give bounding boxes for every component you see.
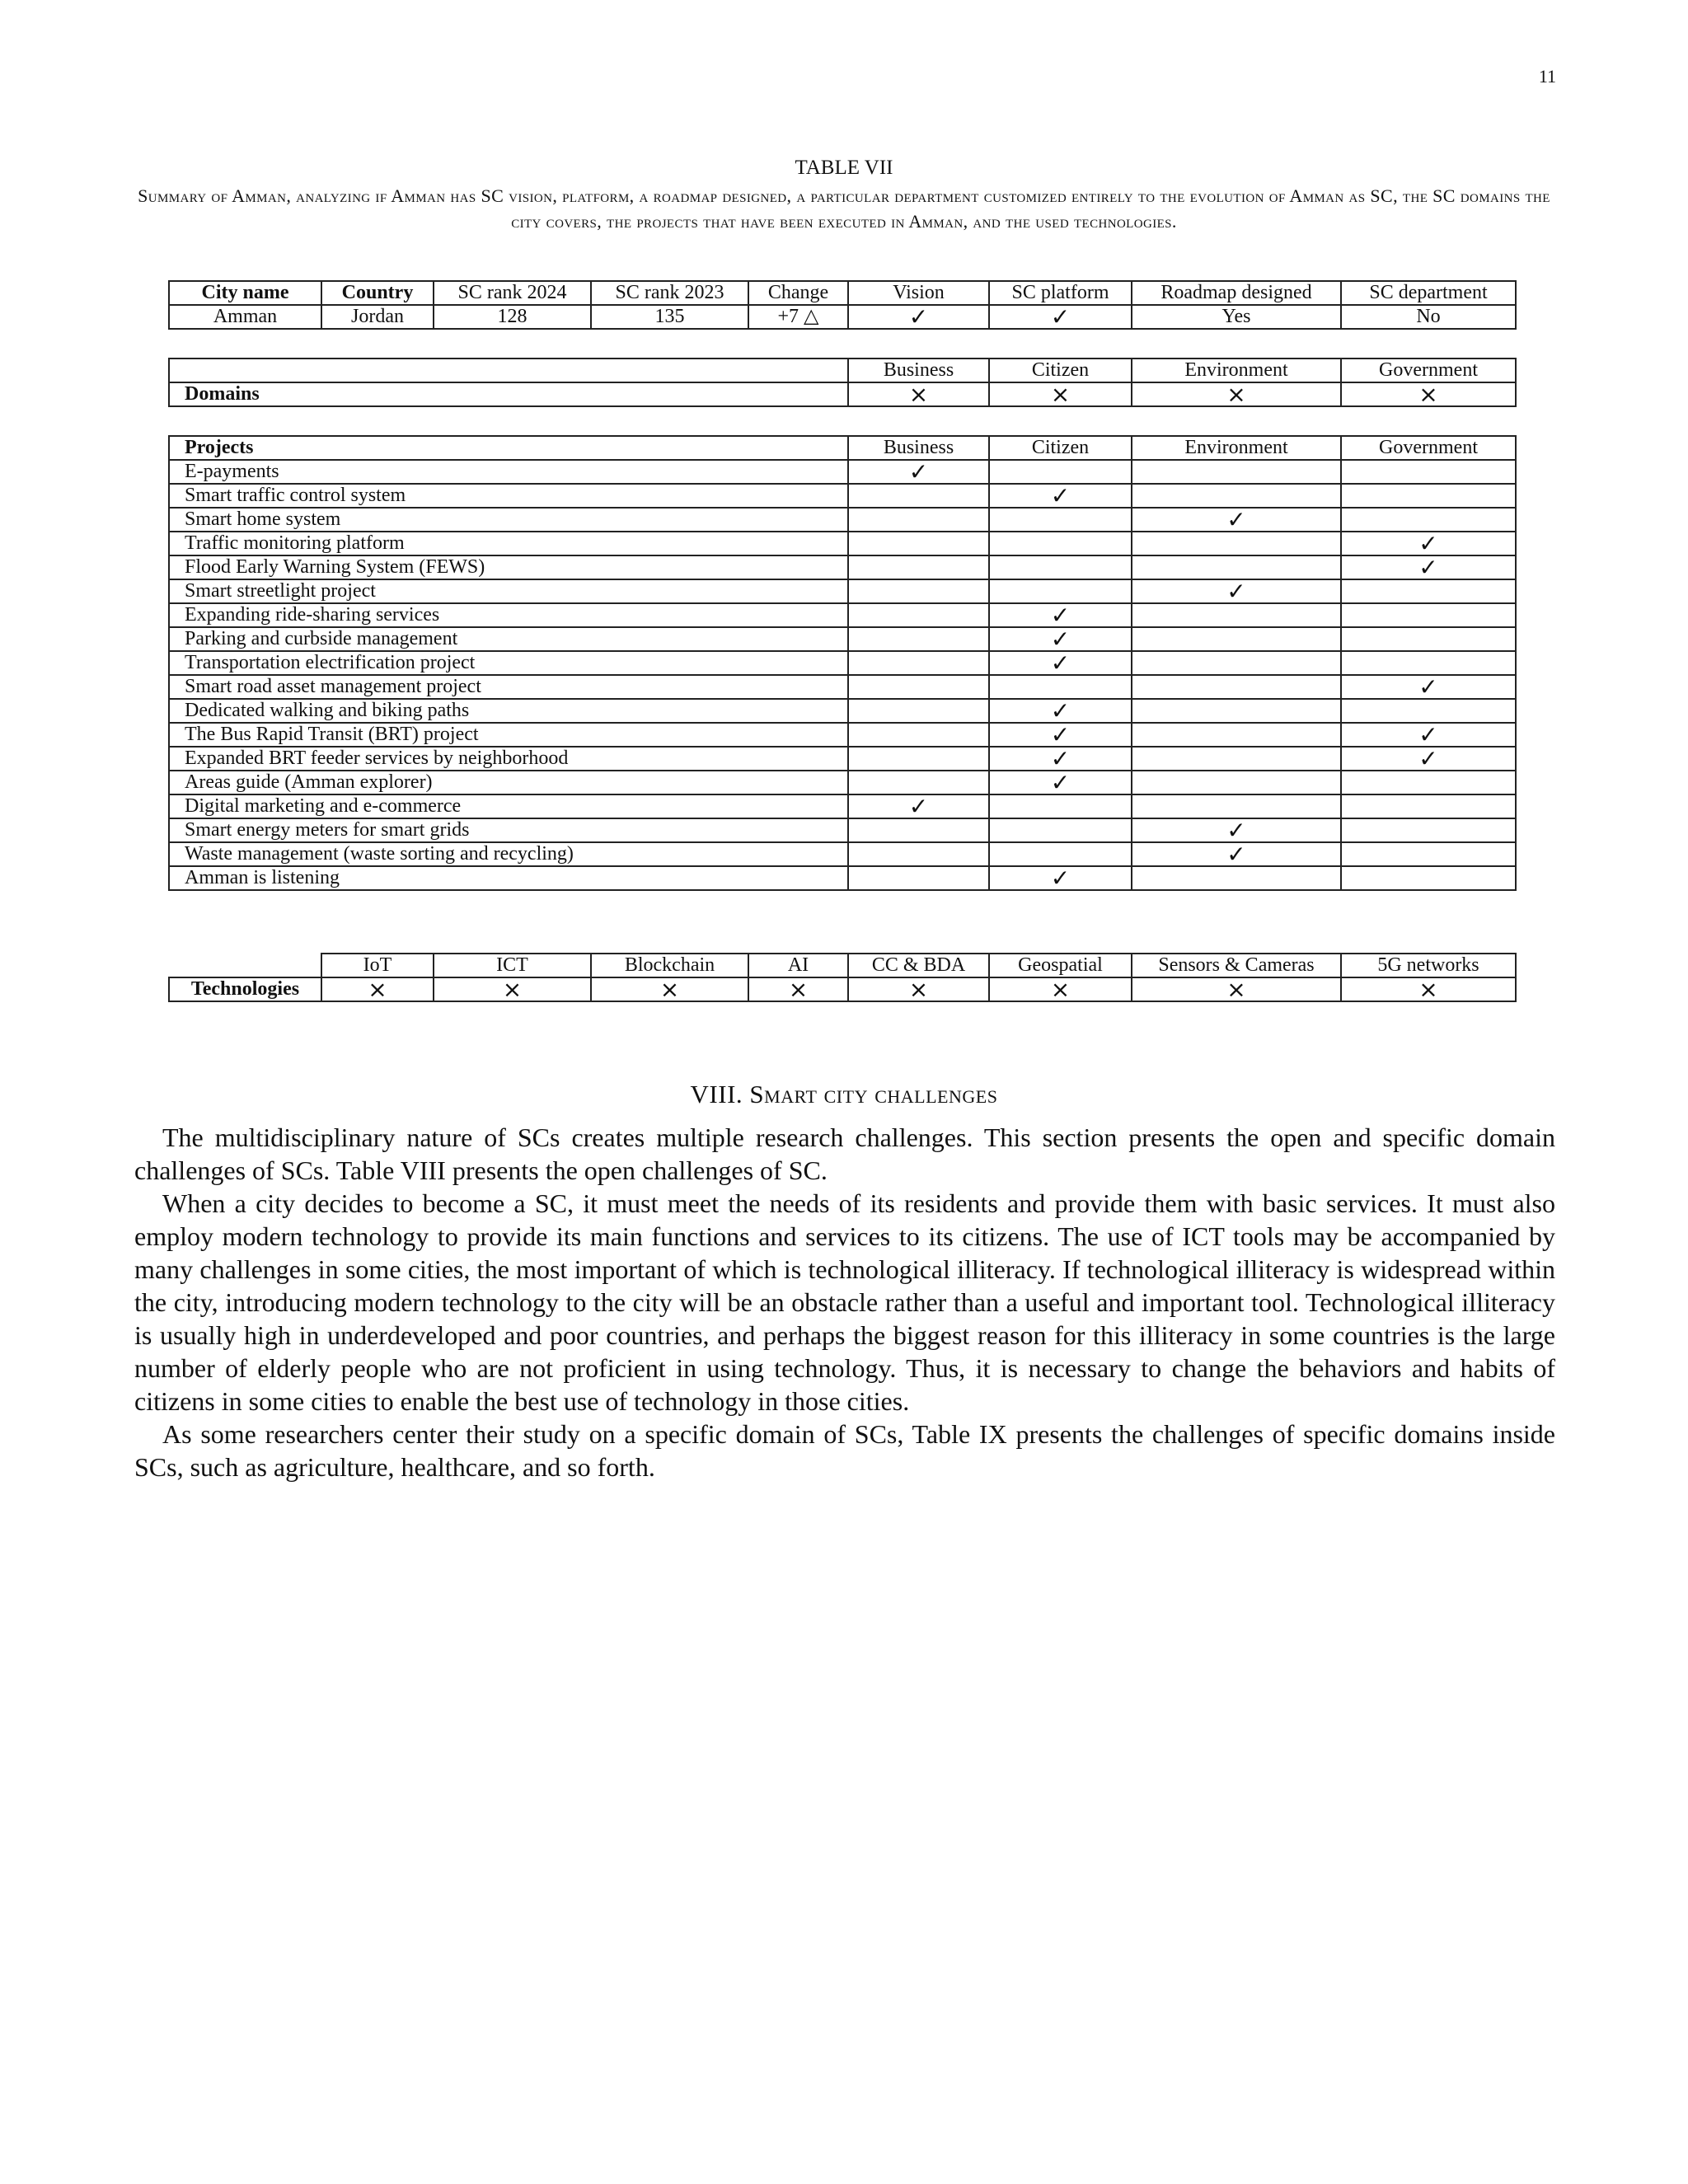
project-name: Smart road asset management project — [169, 675, 848, 699]
table-row — [169, 675, 1516, 699]
project-mark-cell — [848, 699, 989, 723]
project-mark-cell — [848, 651, 989, 675]
domains-header-row — [169, 359, 1516, 382]
project-name: Dedicated walking and biking paths — [169, 699, 848, 723]
project-mark-cell — [848, 866, 989, 890]
project-mark-cell — [1132, 627, 1341, 651]
cell-roadmap-designed: Yes — [1132, 305, 1341, 329]
project-mark-cell: ✓ — [989, 866, 1132, 890]
project-name: Digital marketing and e-commerce — [169, 794, 848, 818]
project-mark-cell — [989, 818, 1132, 842]
project-mark-cell: ✓ — [848, 794, 989, 818]
header-sc-rank-2024: SC rank 2024 — [434, 281, 591, 305]
table-row — [169, 508, 1516, 532]
city-header-row — [169, 281, 1516, 305]
project-name: E-payments — [169, 460, 848, 484]
project-mark-cell — [848, 627, 989, 651]
project-mark-cell: ✓ — [989, 484, 1132, 508]
tech-cell-ict: × — [434, 977, 591, 1001]
projects-label: Projects — [169, 436, 848, 460]
paragraph: The multidisciplinary nature of SCs creates multiple research challenges. This section presents the open and specific domain challenges of SCs. Table VIII presents the open challenges of SC. — [134, 1122, 1555, 1185]
domains-data-row — [169, 382, 1516, 406]
project-mark-cell — [1132, 794, 1341, 818]
project-mark-cell — [1341, 603, 1516, 627]
table-label: TABLE VII — [795, 157, 893, 179]
project-mark-cell: ✓ — [989, 627, 1132, 651]
project-name: Areas guide (Amman explorer) — [169, 771, 848, 794]
project-mark-cell — [989, 842, 1132, 866]
project-mark-cell — [1132, 460, 1341, 484]
projects-table — [168, 435, 1517, 891]
project-mark-cell — [1341, 866, 1516, 890]
project-mark-cell — [989, 675, 1132, 699]
project-name: Smart home system — [169, 508, 848, 532]
domains-table — [168, 358, 1517, 407]
table-row — [169, 866, 1516, 890]
projects-header-row — [169, 436, 1516, 460]
project-mark-cell — [1132, 484, 1341, 508]
domains-header-environment: Environment — [1132, 359, 1341, 382]
project-mark-cell — [848, 532, 989, 555]
paragraph: When a city decides to become a SC, it must meet the needs of its residents and provide them with basic services. It must also employ modern technology to provide its main functions and services to its citizens. The use of ICT tools may be accompanied by many challenges in some cities, the most important of which is technological illiteracy. If technological illiteracy is widespread within the city, introducing modern technology to the city will be an obstacle rather than a useful and important tool. Technological illiteracy is usually high in underdeveloped and poor countries, and perhaps the biggest reason for this illiteracy in some countries is the large number of elderly people who are not proficient in using technology. Thus, it is necessary to change the behaviors and habits of citizens in some cities to enable the best use of technology in those cities. — [134, 1188, 1555, 1416]
project-mark-cell: ✓ — [989, 771, 1132, 794]
project-mark-cell — [848, 842, 989, 866]
tech-header-sensors-cameras: Sensors & Cameras — [1132, 954, 1341, 977]
section-title: Smart city challenges — [749, 1080, 998, 1108]
domains-cell-government: × — [1341, 382, 1516, 406]
project-mark-cell: ✓ — [989, 603, 1132, 627]
projects-header-government: Government — [1341, 436, 1516, 460]
technologies-row-label: Technologies — [169, 977, 321, 1001]
table-row — [169, 603, 1516, 627]
cell-sc-department: No — [1341, 305, 1516, 329]
cell-vision: ✓ — [848, 305, 989, 329]
project-name: Expanding ride-sharing services — [169, 603, 848, 627]
projects-header-business: Business — [848, 436, 989, 460]
project-mark-cell — [1132, 651, 1341, 675]
city-data-row — [169, 305, 1516, 329]
project-name: Expanded BRT feeder services by neighborhood — [169, 747, 848, 771]
city-summary-table — [168, 280, 1517, 330]
domains-header-business: Business — [848, 359, 989, 382]
cell-sc-rank-2024: 128 — [434, 305, 591, 329]
section-body — [134, 1121, 1555, 1483]
page-number: 11 — [1538, 66, 1556, 87]
table-row — [169, 627, 1516, 651]
table-row — [169, 747, 1516, 771]
tech-cell-sensors-cameras: × — [1132, 977, 1341, 1001]
project-mark-cell — [848, 747, 989, 771]
projects-body — [169, 460, 1516, 890]
project-mark-cell — [1341, 508, 1516, 532]
table-row — [169, 699, 1516, 723]
project-mark-cell: ✓ — [1132, 508, 1341, 532]
technologies-corner-cell — [169, 954, 321, 977]
project-mark-cell — [848, 603, 989, 627]
tech-header-iot: IoT — [321, 954, 434, 977]
project-mark-cell — [1341, 484, 1516, 508]
project-mark-cell — [989, 508, 1132, 532]
cell-city-name: Amman — [169, 305, 321, 329]
project-mark-cell — [989, 460, 1132, 484]
project-name: Smart traffic control system — [169, 484, 848, 508]
project-mark-cell — [1132, 675, 1341, 699]
table-row — [169, 579, 1516, 603]
table-row — [169, 842, 1516, 866]
header-sc-department: SC department — [1341, 281, 1516, 305]
project-name: Transportation electrification project — [169, 651, 848, 675]
project-mark-cell — [1132, 747, 1341, 771]
table-row — [169, 651, 1516, 675]
paragraph: As some researchers center their study on a specific domain of SCs, Table IX presents the challenges of specific domains inside SCs, such as agriculture, healthcare, and so forth. — [134, 1419, 1555, 1482]
project-name: Amman is listening — [169, 866, 848, 890]
technologies-header-row — [169, 954, 1516, 977]
section-number: VIII. — [690, 1080, 743, 1108]
table-row — [169, 532, 1516, 555]
tech-cell-iot: × — [321, 977, 434, 1001]
table-row — [169, 771, 1516, 794]
project-mark-cell — [848, 555, 989, 579]
project-mark-cell: ✓ — [1341, 555, 1516, 579]
project-name: Flood Early Warning System (FEWS) — [169, 555, 848, 579]
project-mark-cell — [1132, 603, 1341, 627]
tech-cell-geospatial: × — [989, 977, 1132, 1001]
project-mark-cell: ✓ — [989, 723, 1132, 747]
project-mark-cell: ✓ — [1132, 842, 1341, 866]
project-mark-cell — [1341, 842, 1516, 866]
header-sc-rank-2023: SC rank 2023 — [591, 281, 748, 305]
header-roadmap-designed: Roadmap designed — [1132, 281, 1341, 305]
project-mark-cell — [848, 579, 989, 603]
projects-header-citizen: Citizen — [989, 436, 1132, 460]
table-row — [169, 460, 1516, 484]
domains-cell-business: × — [848, 382, 989, 406]
table-row — [169, 555, 1516, 579]
project-mark-cell — [1341, 818, 1516, 842]
tech-header-blockchain: Blockchain — [591, 954, 748, 977]
project-mark-cell — [848, 484, 989, 508]
project-mark-cell — [1341, 794, 1516, 818]
project-mark-cell: ✓ — [1341, 747, 1516, 771]
project-mark-cell: ✓ — [989, 747, 1132, 771]
project-name: Traffic monitoring platform — [169, 532, 848, 555]
cell-sc-rank-2023: 135 — [591, 305, 748, 329]
project-mark-cell — [1341, 771, 1516, 794]
project-mark-cell — [1341, 699, 1516, 723]
tech-header-ict: ICT — [434, 954, 591, 977]
header-change: Change — [748, 281, 848, 305]
technologies-data-row — [169, 977, 1516, 1001]
project-mark-cell: ✓ — [848, 460, 989, 484]
project-mark-cell: ✓ — [1132, 579, 1341, 603]
project-mark-cell — [1132, 723, 1341, 747]
header-sc-platform: SC platform — [989, 281, 1132, 305]
project-name: Parking and curbside management — [169, 627, 848, 651]
projects-header-environment: Environment — [1132, 436, 1341, 460]
technologies-table — [168, 953, 1517, 1002]
domains-row-label: Domains — [169, 382, 848, 406]
tech-cell-ai: × — [748, 977, 848, 1001]
project-mark-cell — [848, 723, 989, 747]
project-mark-cell: ✓ — [989, 651, 1132, 675]
project-name: The Bus Rapid Transit (BRT) project — [169, 723, 848, 747]
project-mark-cell — [989, 555, 1132, 579]
project-name: Smart energy meters for smart grids — [169, 818, 848, 842]
project-mark-cell — [989, 579, 1132, 603]
project-mark-cell — [1132, 699, 1341, 723]
tech-header-geospatial: Geospatial — [989, 954, 1132, 977]
domains-cell-citizen: × — [989, 382, 1132, 406]
project-mark-cell — [1132, 532, 1341, 555]
project-mark-cell: ✓ — [989, 699, 1132, 723]
tech-cell-cc-bda: × — [848, 977, 989, 1001]
project-mark-cell — [1132, 866, 1341, 890]
domains-cell-environment: × — [1132, 382, 1341, 406]
project-name: Waste management (waste sorting and recycling) — [169, 842, 848, 866]
domains-header-citizen: Citizen — [989, 359, 1132, 382]
project-mark-cell: ✓ — [1341, 532, 1516, 555]
domains-header-government: Government — [1341, 359, 1516, 382]
project-mark-cell — [1341, 460, 1516, 484]
table-caption: Summary of Amman, analyzing if Amman has SC vision, platform, a roadmap designed, a particular department customized entirely to the evolution of Amman as SC, the SC domains the city covers, the projects that have been executed in Amman, and the used technologies. — [138, 185, 1550, 232]
tech-header-5g-networks: 5G networks — [1341, 954, 1516, 977]
project-mark-cell — [1132, 771, 1341, 794]
header-vision: Vision — [848, 281, 989, 305]
tech-cell-blockchain: × — [591, 977, 748, 1001]
header-country: Country — [321, 281, 434, 305]
table-row — [169, 723, 1516, 747]
domains-corner-cell — [169, 359, 848, 382]
cell-country: Jordan — [321, 305, 434, 329]
project-mark-cell: ✓ — [1341, 675, 1516, 699]
table-row — [169, 484, 1516, 508]
project-mark-cell — [1341, 627, 1516, 651]
project-mark-cell — [848, 771, 989, 794]
project-mark-cell — [1341, 651, 1516, 675]
project-mark-cell — [848, 818, 989, 842]
tech-header-cc-bda: CC & BDA — [848, 954, 989, 977]
project-mark-cell: ✓ — [1341, 723, 1516, 747]
project-mark-cell — [1132, 555, 1341, 579]
project-mark-cell — [848, 675, 989, 699]
project-name: Smart streetlight project — [169, 579, 848, 603]
tech-cell-5g-networks: × — [1341, 977, 1516, 1001]
project-mark-cell — [848, 508, 989, 532]
project-mark-cell — [1341, 579, 1516, 603]
cell-change: +7 △ — [748, 305, 848, 329]
section-heading — [0, 1080, 1688, 1109]
cell-sc-platform: ✓ — [989, 305, 1132, 329]
table-row — [169, 794, 1516, 818]
project-mark-cell — [989, 532, 1132, 555]
project-mark-cell: ✓ — [1132, 818, 1341, 842]
project-mark-cell — [989, 794, 1132, 818]
table-row — [169, 818, 1516, 842]
tech-header-ai: AI — [748, 954, 848, 977]
header-city-name: City name — [169, 281, 321, 305]
